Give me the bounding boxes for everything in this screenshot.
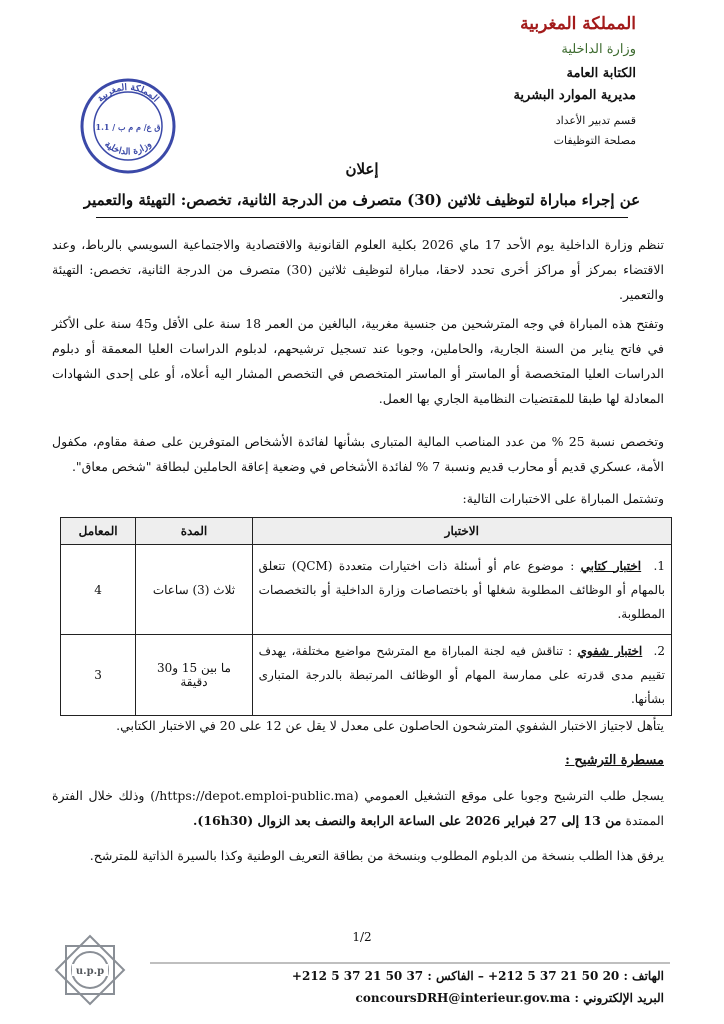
paragraph-tests-intro: وتشتمل المباراة على الاختبارات التالية: <box>462 491 664 506</box>
footer-email: البريد الإلكتروني : concoursDRH@interieur.gov.ma <box>355 991 664 1005</box>
table-row <box>61 545 672 635</box>
table-header-row <box>61 518 672 545</box>
test-number: 1. <box>653 558 665 573</box>
paragraph-quota: وتخصص نسبة 25 % من عدد المناصب المالية المتبارى بشأنها لفائدة الأشخاص المتوفرين على صفة مقاوم، مكفول الأمة، عسكري قديم أو محارب قديم ونسبة 7 % لفائدة الأشخاص في وضعية إعاقة الحاملين لبطاقة "شخص معاق". <box>52 434 664 474</box>
registration-text: يسجل طلب الترشيح وجوبا على موقع التشغيل العمومي (https://depot.emploi-public.ma/) وذلك خلال الفترة الممتدة <box>52 788 664 828</box>
header-coefficient: المعامل <box>61 518 136 545</box>
test-kind: اختبار كتابي <box>580 558 642 573</box>
hr-directorate: مديرية الموارد البشرية <box>513 88 636 103</box>
header-duration: المدة <box>136 518 252 545</box>
svg-text:ق ع/ م م ب / 1.1: ق ع/ م م ب / 1.1 <box>95 122 161 132</box>
test-number: 2. <box>653 644 665 658</box>
paragraph-eligibility: وتفتح هذه المباراة في وجه المترشحين من جنسية مغربية، البالغين من العمر 18 سنة على الأقل و45 سنة على الأكثر في فاتح يناير من السنة الجارية، والحاملين، وجوبا عند تسجيل ترشيحهم، لدبلوم الدراسات العليا المعمقة أو دبلوم الدراسات العليا المتخصصة أو الماستر أو الماستر المتخصص في التخصص المشار اليه أعلاه، أو على إحدى الشهادات المعادلة لها طبقا للمقتضيات النظامية الجاري بها العمل. <box>52 316 665 406</box>
duration-cell: ما بين 15 و30 دقيقة <box>136 635 252 716</box>
duration-cell: ثلاث (3) ساعات <box>136 545 252 635</box>
test-description: : تناقش فيه لجنة المباراة مع المترشح مواضيع مختلفة، يهدف تقييم مدى قدرته على ممارسة المهام أو الوظائف المرتبطة بالدرجة المتبارى بشأنها. <box>258 644 665 706</box>
paragraph-organization: تنظم وزارة الداخلية يوم الأحد 17 ماي 2026 بكلية العلوم القانونية والاقتصادية والاجتماعية السويسي بالرباط، وعند الاقتضاء بمركز أو مراكز أخرى تحدد لاحقا، مباراة لتوظيف ثلاثين (30) متصرف من الدرجة الثانية، تخصص: التهيئة والتعمير. <box>52 237 664 302</box>
table-row <box>61 635 672 716</box>
svg-text:وزارة الداخلية: وزارة الداخلية <box>102 139 154 158</box>
recruitment-service: مصلحة التوظيفات <box>553 134 636 147</box>
footer-phone-fax: الهاتف : 20 50 21 37 5 212+ – الفاكس : 37 50 21 37 5 212+ <box>291 969 664 983</box>
coefficient-cell: 4 <box>61 545 136 635</box>
svg-text:المملكة المغربية: المملكة المغربية <box>95 82 161 105</box>
test-cell <box>252 545 671 635</box>
svg-text:u.p.p: u.p.p <box>75 966 105 977</box>
footer-divider <box>150 962 670 964</box>
general-secretariat: الكتابة العامة <box>566 66 636 81</box>
coefficient-cell: 3 <box>61 635 136 716</box>
paragraph-registration <box>52 783 664 833</box>
ministry-name: وزارة الداخلية <box>561 42 636 57</box>
candidacy-title: مسطرة الترشيح : <box>565 753 664 768</box>
test-description: : موضوع عام أو أسئلة ذات اختيارات متعددة (QCM) تتعلق بالمهام أو الوظائف المطلوبة شغلها أو باختصاصات وزارة الداخلية أو بالتخصصات المطلوبة. <box>258 558 665 621</box>
paragraph-attachments: يرفق هذا الطلب بنسخة من الدبلوم المطلوب وبنسخة من بطاقة التعريف الوطنية وكذا بالسيرة الذاتية للمترشح. <box>89 848 664 863</box>
test-cell <box>252 635 671 716</box>
exam-table <box>60 517 672 716</box>
staffing-division: قسم تدبير الأعداد <box>555 114 636 127</box>
announcement-label: إعلان <box>345 160 379 178</box>
title-underline <box>96 217 628 218</box>
registration-period: من 13 إلى 27 فبراير 2026 على الساعة الرابعة والنصف بعد الزوال (16h30). <box>193 813 622 828</box>
test-kind: اختبار شفوي <box>577 644 643 658</box>
paragraph-oral-qualification: يتأهل لاجتياز الاختبار الشفوي المترشحون الحاصلون على معدل لا يقل عن 12 على 20 في الاختبار الكتابي. <box>116 718 664 733</box>
announcement-title: عن إجراء مباراة لتوظيف ثلاثين (30) متصرف من الدرجة الثانية، تخصص: التهيئة والتعمير <box>83 191 641 209</box>
kingdom-title: المملكة المغربية <box>520 14 636 34</box>
page-number: 1/2 <box>352 930 372 944</box>
header-test: الاختبار <box>252 518 671 545</box>
upp-logo <box>50 930 130 1010</box>
